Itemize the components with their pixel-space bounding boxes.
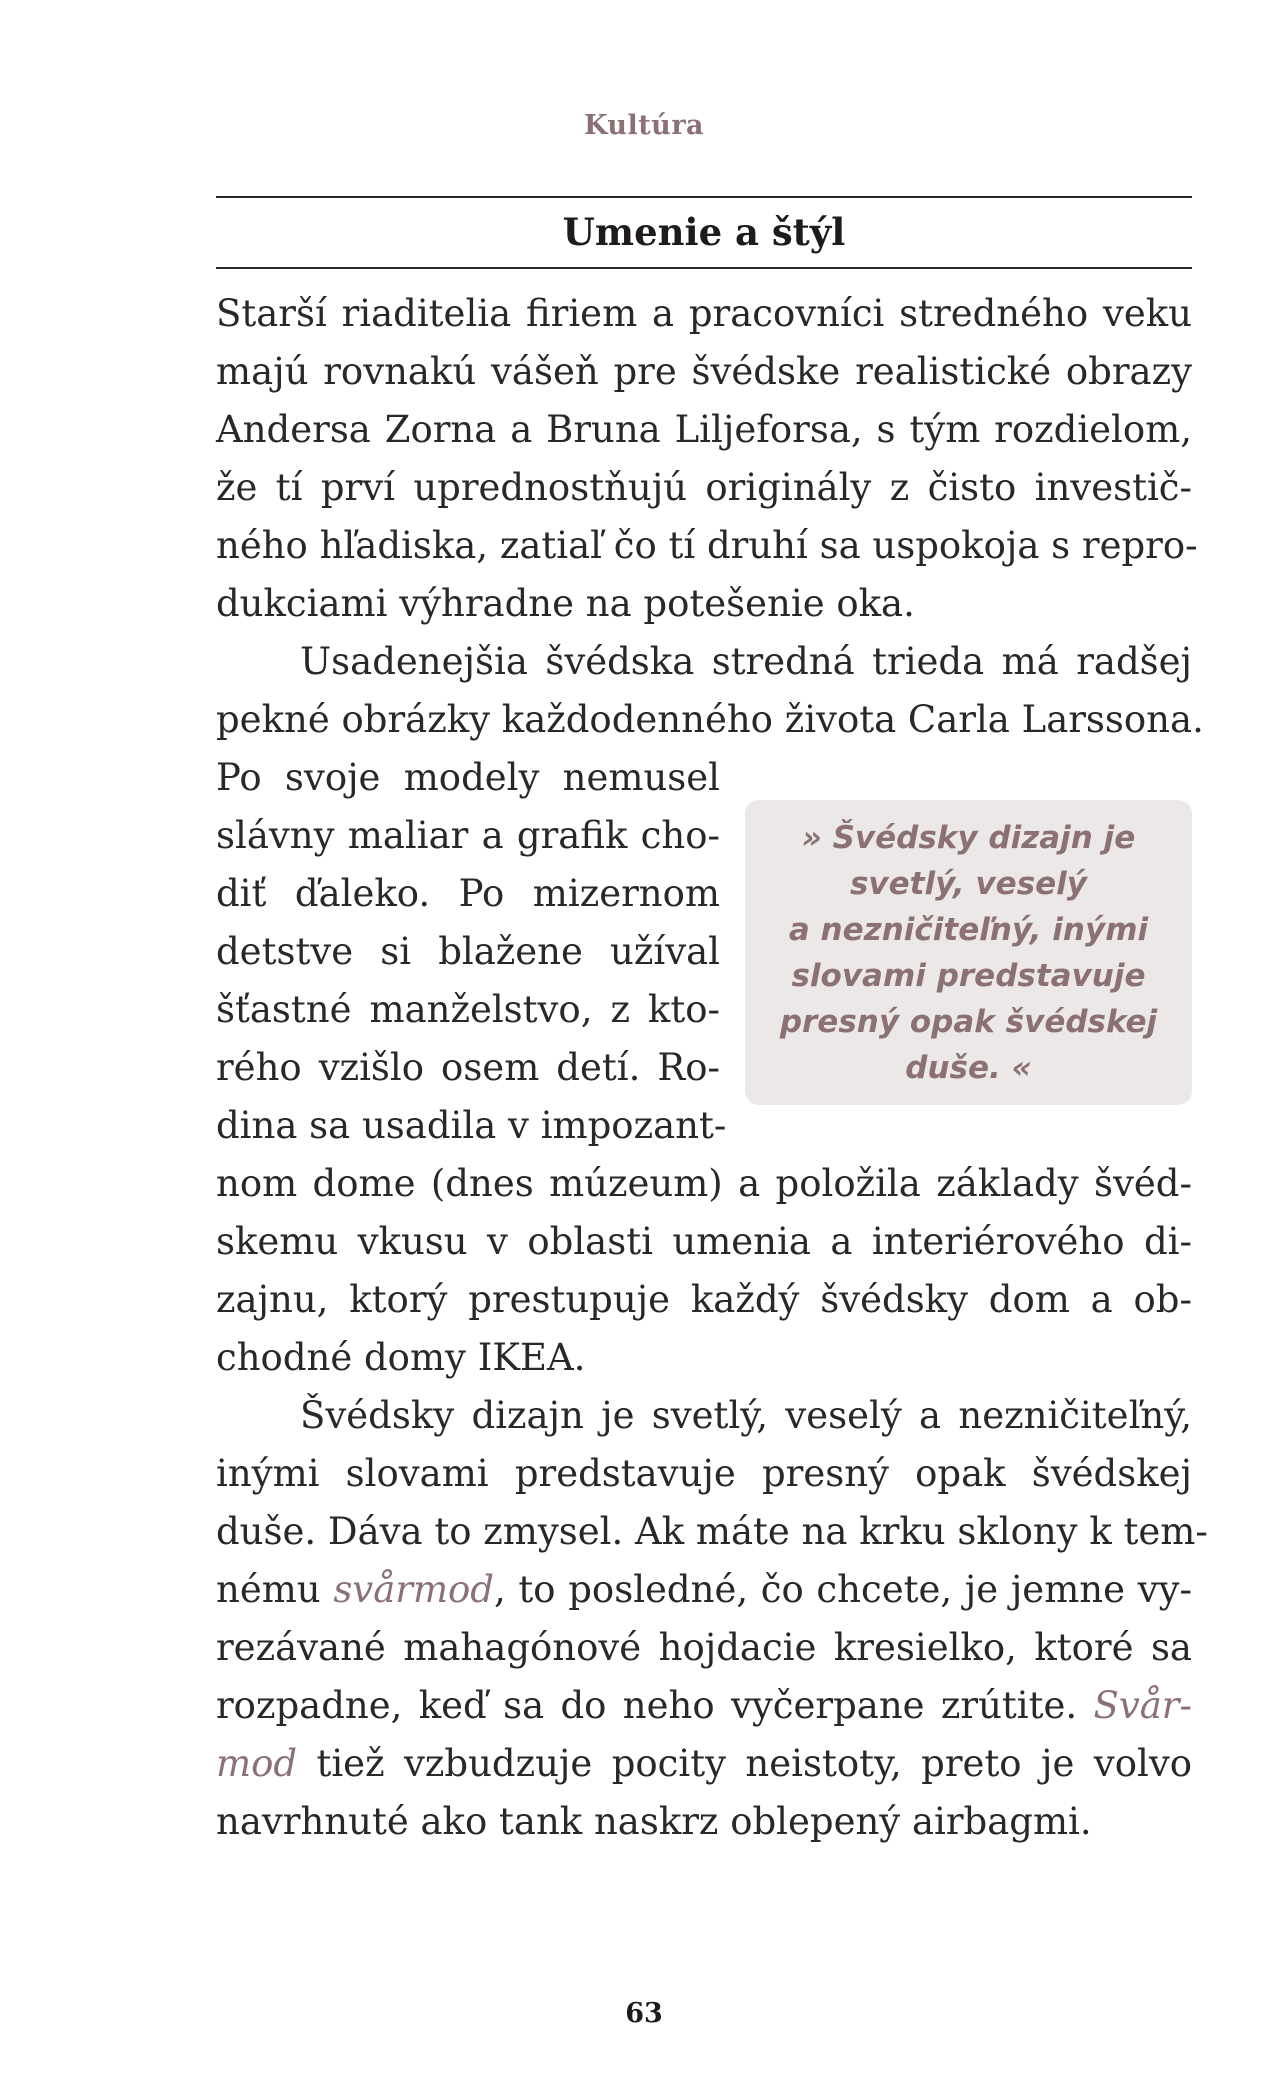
paragraph-2: [216, 633, 1204, 749]
page-number: 63: [625, 1998, 663, 2029]
text-line: rého vzišlo osem detí. Ro-: [216, 1046, 720, 1089]
paragraph-2-continued: [216, 1155, 1192, 1387]
title-rule-top: [216, 196, 1192, 198]
svarmod-term: svårmod: [333, 1568, 494, 1611]
text-line: zajnu, ktorý prestupuje každý švédsky dom a ob-: [216, 1278, 1192, 1321]
title-rule-bottom: [216, 267, 1192, 269]
svarmod-term: Svår-: [1093, 1684, 1192, 1727]
text-line: dina sa usadila v impozant-: [216, 1104, 727, 1147]
text-line: inými slovami predstavuje presný opak švédskej: [216, 1452, 1192, 1495]
pull-quote-text: [780, 815, 1157, 1091]
pull-quote-line: slovami predstavuje: [791, 957, 1146, 994]
pull-quote: [745, 800, 1192, 1105]
text-line: Po svoje modely nemusel: [216, 756, 720, 799]
text-line: slávny maliar a grafik cho-: [216, 814, 720, 857]
paragraph-3: [216, 1387, 1208, 1851]
text-run: nému: [216, 1568, 334, 1611]
text-line: Usadenejšia švédska stredná trieda má radšej: [300, 640, 1192, 683]
section-title: Umenie a štýl: [562, 210, 846, 254]
text-run: tiež vzbudzuje pocity neistoty, preto je volvo: [297, 1742, 1192, 1785]
text-line: majú rovnakú vášeň pre švédske realistické obrazy: [216, 350, 1192, 393]
text-line: [216, 1677, 1192, 1735]
text-line: chodné domy IKEA.: [216, 1336, 586, 1379]
text-line: diť ďaleko. Po mizernom: [216, 872, 720, 915]
running-head: Kultúra: [583, 110, 705, 141]
pull-quote-line: » Švédsky dizajn je: [801, 819, 1136, 856]
pull-quote-line: a nezničiteľný, inými: [788, 911, 1149, 948]
text-line: [216, 1561, 1192, 1619]
pull-quote-line: presný opak švédskej: [779, 1003, 1158, 1040]
pull-quote-line: svetlý, veselý: [849, 865, 1088, 902]
text-line: Andersa Zorna a Bruna Liljeforsa, s tým rozdielom,: [216, 408, 1192, 451]
text-line: dukciami výhradne na potešenie oka.: [216, 582, 915, 625]
text-line: pekné obrázky každodenného života Carla Larssona.: [216, 698, 1204, 741]
text-line: detstve si blažene užíval: [216, 930, 720, 973]
svarmod-term: mod: [216, 1742, 298, 1785]
text-line: že tí prví uprednostňujú originály z čisto investič-: [216, 466, 1192, 509]
text-line: duše. Dáva to zmysel. Ak máte na krku sklony k tem-: [216, 1510, 1208, 1553]
text-line: šťastné manželstvo, z kto-: [216, 988, 720, 1031]
text-run: , to posledné, čo chcete, je jemne vy-: [494, 1568, 1192, 1611]
text-line: ného hľadiska, zatiaľ čo tí druhí sa uspokoja s repro-: [216, 524, 1198, 567]
text-line: Švédsky dizajn je svetlý, veselý a nezničiteľný,: [300, 1394, 1192, 1437]
text-line: navrhnuté ako tank naskrz oblepený airbagmi.: [216, 1800, 1092, 1843]
text-run: rozpadne, keď sa do neho vyčerpane zrútite.: [216, 1684, 1094, 1727]
text-line: skemu vkusu v oblasti umenia a interiérového di-: [216, 1220, 1192, 1263]
text-line: nom dome (dnes múzeum) a položila základy švéd-: [216, 1162, 1192, 1205]
paragraph-1: [216, 285, 1198, 633]
text-line: [216, 1735, 1192, 1793]
text-line: Starší riaditelia firiem a pracovníci stredného veku: [216, 292, 1192, 335]
pull-quote-line: duše. «: [905, 1049, 1032, 1086]
text-line: rezávané mahagónové hojdacie kresielko, ktoré sa: [216, 1626, 1192, 1669]
